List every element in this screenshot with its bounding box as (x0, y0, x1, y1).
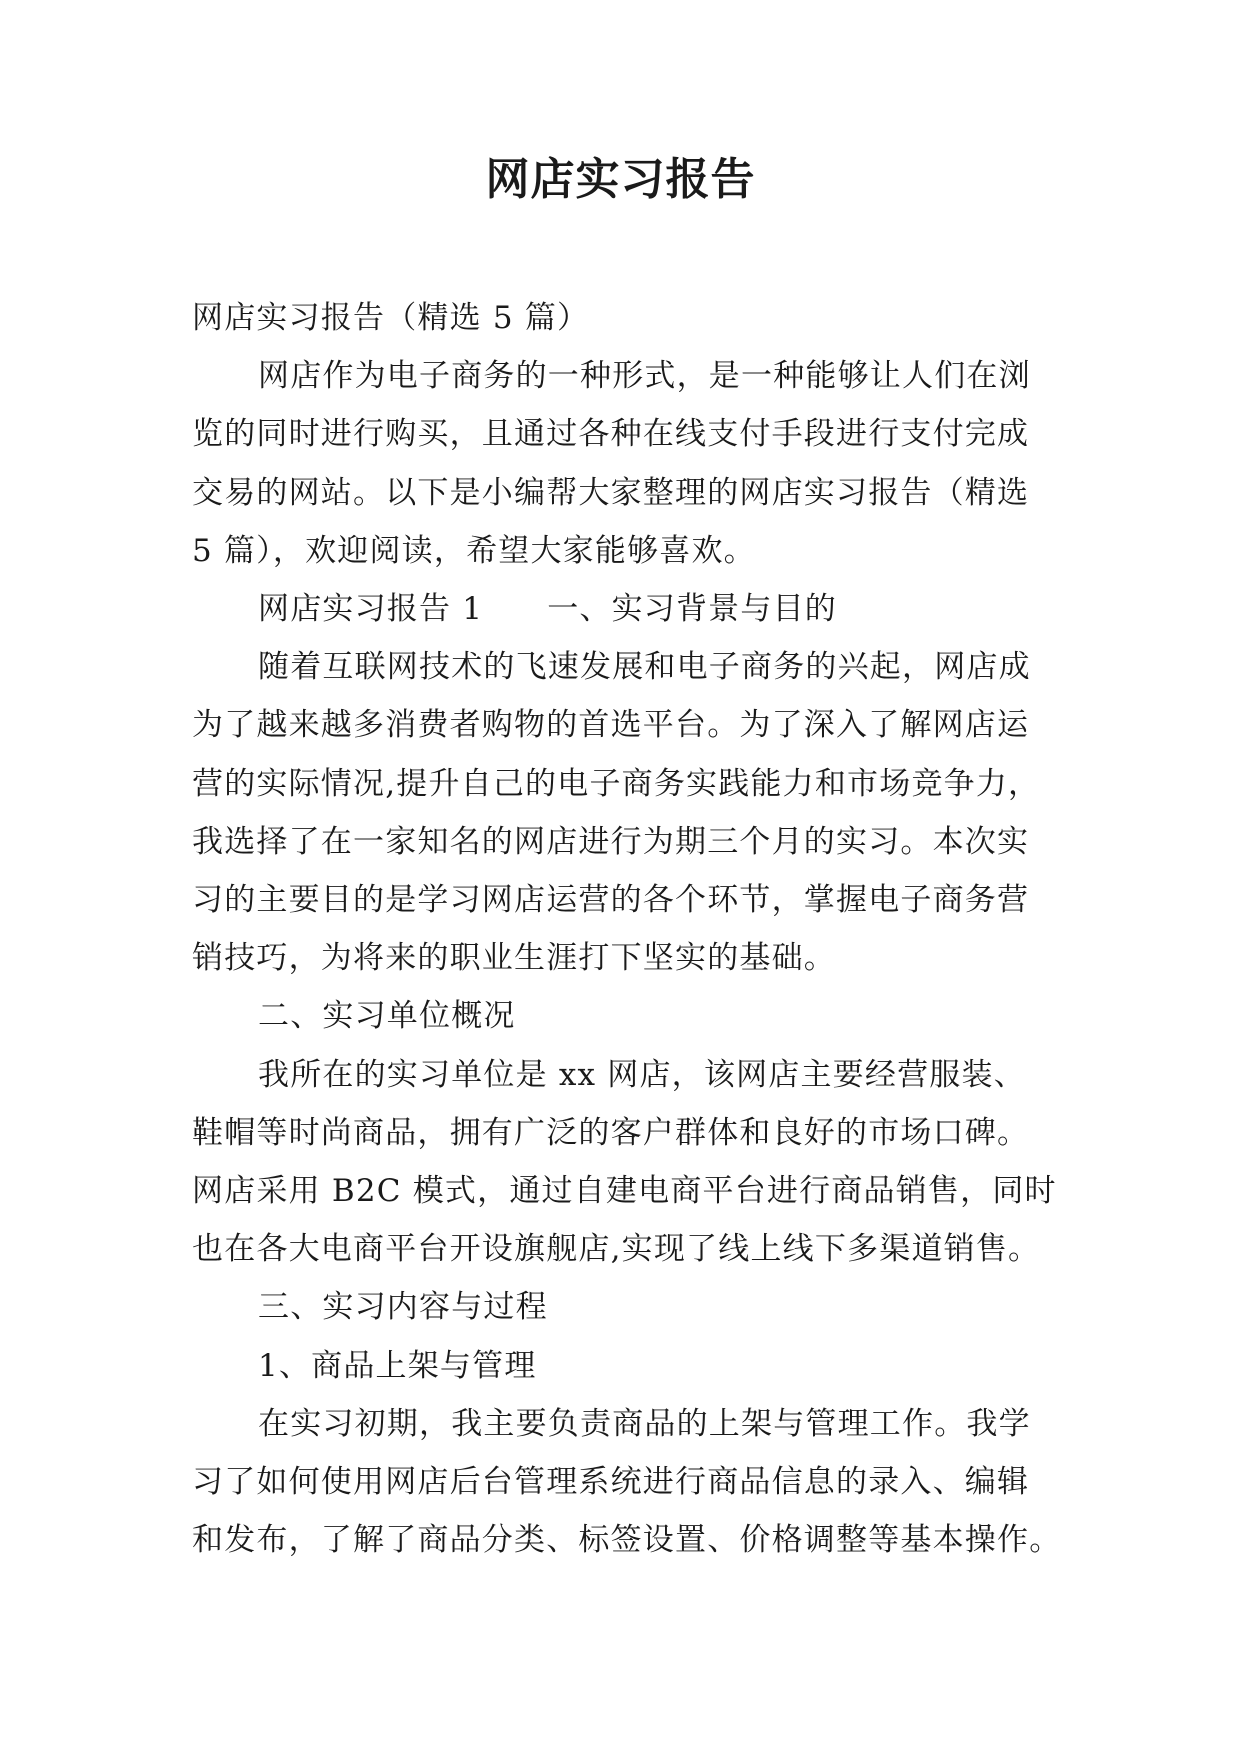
report-heading (192, 580, 1050, 638)
paragraph-line: 习的主要目的是学习网店运营的各个环节，掌握电子商务营 (192, 882, 1030, 919)
paragraph-line: 网店作为电子商务的一种形式，是一种能够让人们在浏 (258, 358, 1031, 395)
paragraph-line: 我所在的实习单位是 xx 网店，该网店主要经营服装、 (258, 1056, 1026, 1093)
paragraph-line: 在实习初期，我主要负责商品的上架与管理工作。我学 (258, 1405, 1031, 1442)
report-number-heading: 网店实习报告 1 (258, 591, 484, 628)
paragraph-line: 交易的网站。以下是小编帮大家整理的网店实习报告（精选 (192, 474, 1030, 511)
paragraph-line: 鞋帽等时尚商品，拥有广泛的客户群体和良好的市场口碑。 (192, 1114, 1030, 1151)
document-body (192, 289, 1062, 1569)
subsection-heading: 1、商品上架与管理 (258, 1347, 537, 1384)
paragraph-line: 营的实际情况,提升自己的电子商务实践能力和市场竞争力， (192, 765, 1041, 802)
paragraph-line: 我选择了在一家知名的网店进行为期三个月的实习。本次实 (192, 823, 1030, 860)
paragraph-line: 销技巧，为将来的职业生涯打下坚实的基础。 (192, 940, 836, 977)
paragraph-line: 习了如何使用网店后台管理系统进行商品信息的录入、编辑 (192, 1464, 1030, 1501)
document-subtitle: 网店实习报告（精选 5 篇） (192, 300, 590, 336)
paragraph-line: 也在各大电商平台开设旗舰店,实现了线上线下多渠道销售。 (192, 1231, 1041, 1268)
paragraph-line: 和发布，了解了商品分类、标签设置、价格调整等基本操作。 (192, 1522, 1062, 1559)
section-heading-3: 三、实习内容与过程 (258, 1289, 548, 1326)
section-heading-1: 一、实习背景与目的 (547, 591, 837, 628)
paragraph-line: 随着互联网技术的飞速发展和电子商务的兴起，网店成 (258, 649, 1031, 686)
paragraph-line: 网店采用 B2C 模式，通过自建电商平台进行商品销售，同时 (192, 1173, 1057, 1210)
document-title: 网店实习报告 (485, 154, 756, 205)
section-heading-2: 二、实习单位概况 (258, 998, 516, 1035)
paragraph-line: 5 篇），欢迎阅读，希望大家能够喜欢。 (192, 532, 756, 569)
paragraph-line: 览的同时进行购买，且通过各种在线支付手段进行支付完成 (192, 416, 1030, 453)
paragraph-line: 为了越来越多消费者购物的首选平台。为了深入了解网店运 (192, 707, 1030, 744)
